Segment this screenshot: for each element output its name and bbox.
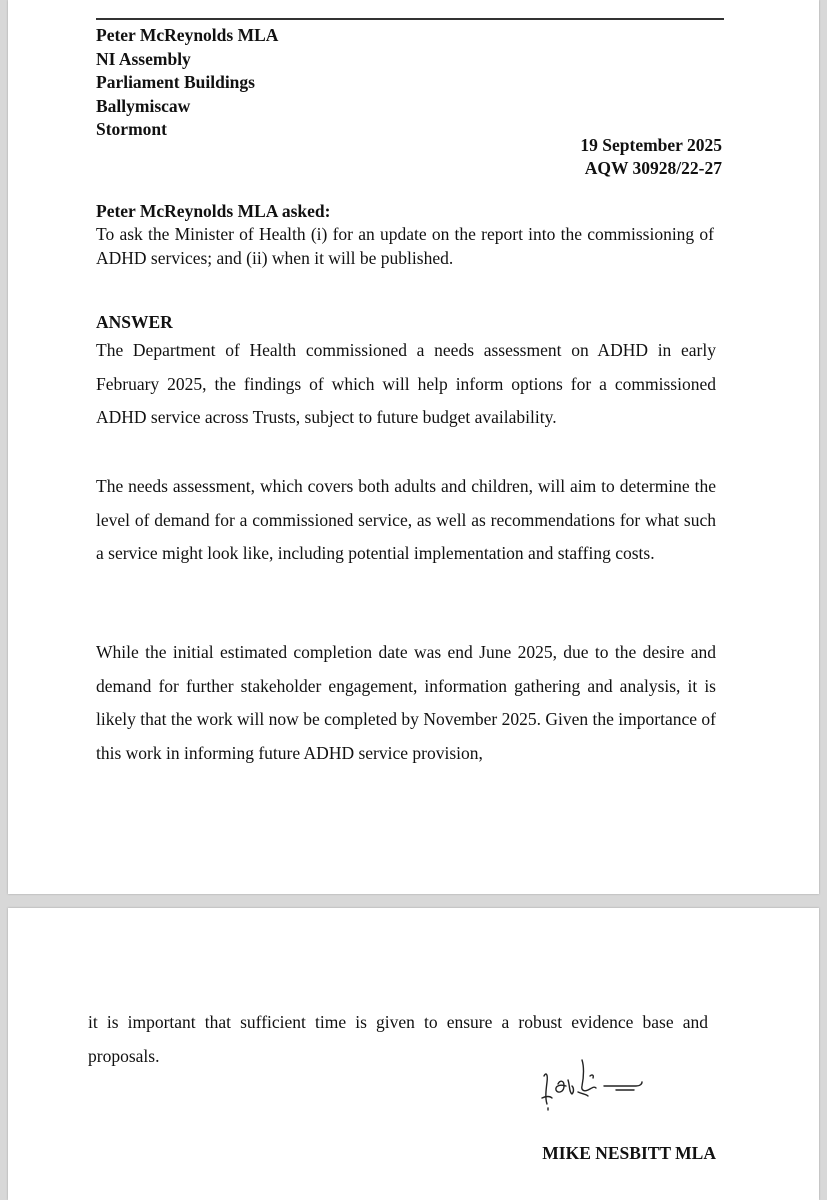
answer-paragraph: While the initial estimated completion date was end June 2025, due to the desire and demand for further stakeholder engagement, information gathering and analysis, it is likely that the work will now be completed by November 2025. Given the importance of this work in informing future ADHD service provision, [96, 642, 716, 763]
recipient-address [96, 24, 278, 142]
answer-paragraph: The needs assessment, which covers both adults and children, will aim to determine the level of demand for a commissioned service, as well as recommendations for what such a service might look like, including potential implementation and staffing costs. [96, 476, 716, 563]
letter-date: 19 September 2025 [580, 135, 722, 155]
header-rule [96, 18, 724, 20]
address-line: Peter McReynolds MLA [96, 25, 279, 45]
handwritten-signature [538, 1046, 668, 1126]
address-line: Parliament Buildings [96, 72, 255, 92]
answer-paragraph-continued: it is important that sufficient time is given to ensure a robust evidence base and proposals. [88, 1012, 708, 1066]
question-asker: Peter McReynolds MLA asked: [96, 201, 331, 221]
question-reference: AQW 30928/22-27 [584, 158, 722, 178]
answer-heading: ANSWER [96, 312, 173, 332]
document-page-1 [8, 0, 819, 894]
question-text: To ask the Minister of Health (i) for an update on the report into the commissioning of ADHD services; and (ii) when it will be published. [96, 224, 714, 268]
signatory-name: MIKE NESBITT MLA [542, 1143, 716, 1163]
date-reference-block [580, 134, 722, 180]
answer-paragraph: The Department of Health commissioned a needs assessment on ADHD in early February 2025, the findings of which will help inform options for a commissioned ADHD service across Trusts, subject to future budget availability. [96, 340, 716, 427]
address-line: NI Assembly [96, 48, 191, 69]
address-line: Stormont [96, 119, 167, 139]
address-line: Ballymiscaw [96, 95, 191, 116]
